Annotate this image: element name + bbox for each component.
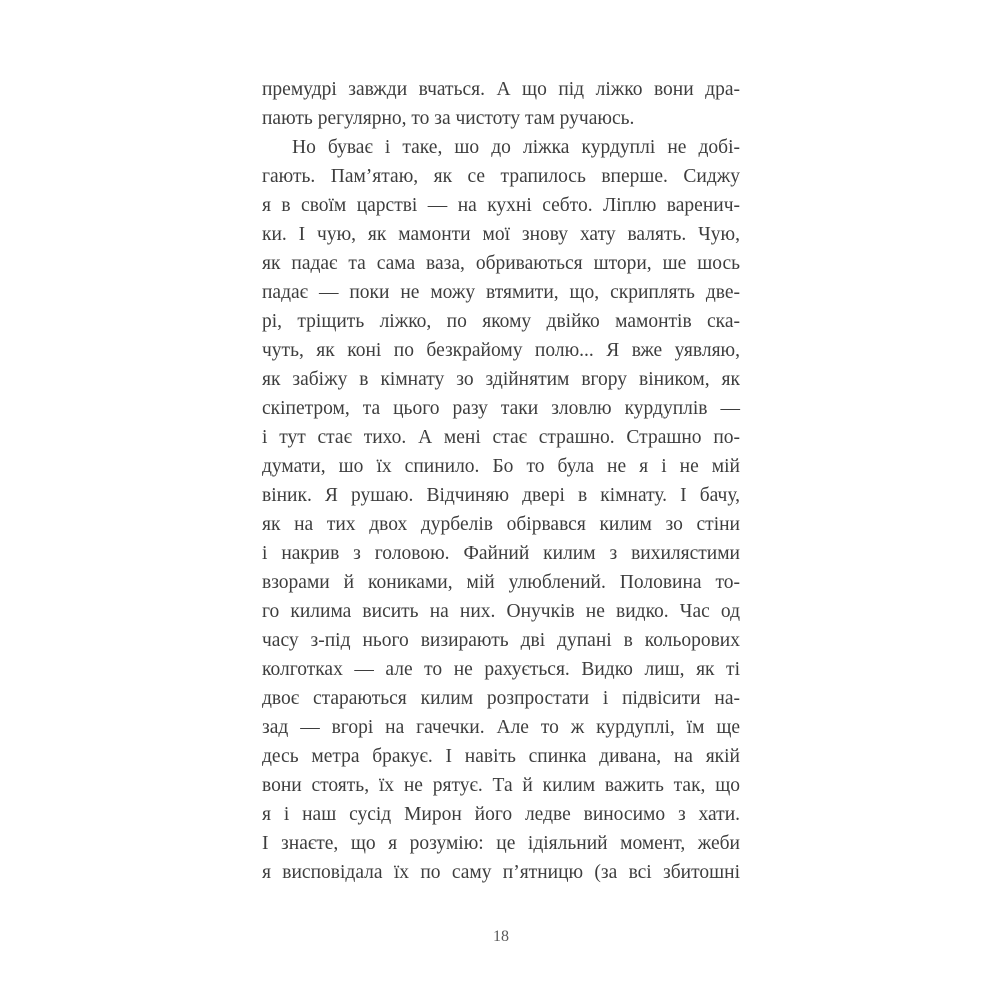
text-line: віник. Я рушаю. Відчиняю двері в кімнату. І бачу,: [262, 485, 740, 506]
text-line: і накрив з головою. Файний килим з вихилястими: [262, 543, 740, 564]
text-line: взорами й кониками, мій улюблений. Половина то-: [262, 572, 740, 593]
page-number: 18: [493, 928, 509, 945]
text-line: рі, тріщить ліжко, по якому двійко мамонтів ска-: [262, 311, 740, 332]
text-line: гають. Пам’ятаю, як се трапилось вперше. Сиджу: [262, 166, 740, 187]
text-line: двоє стараються килим розпростати і підвісити на-: [262, 688, 740, 709]
text-line: падає — поки не можу втямити, що, скриплять две-: [262, 282, 740, 303]
text-line: десь метра бракує. І навіть спинка дивана, на якій: [262, 746, 740, 767]
text-line: Но буває і таке, шо до ліжка курдуплі не добі-: [292, 137, 740, 158]
text-line: думати, шо їх спинило. Бо то була не я і не мій: [262, 456, 740, 477]
text-line: скіпетром, та цього разу таки зловлю курдуплів —: [262, 398, 740, 419]
text-block: [262, 75, 740, 887]
text-line: я в своїм царстві — на кухні себто. Ліплю варенич-: [262, 195, 740, 216]
text-line: колготках — але то не рахується. Видко лиш, як ті: [262, 659, 740, 680]
text-line: часу з-під нього визирають дві дупані в кольорових: [262, 630, 740, 651]
text-line: ки. І чую, як мамонти мої знову хату валять. Чую,: [262, 224, 740, 245]
text-line: як на тих двох дурбелів обірвався килим зо стіни: [262, 514, 740, 535]
text-line: як забіжу в кімнату зо здійнятим вгору віником, як: [262, 369, 740, 390]
text-line: як падає та сама ваза, обриваються штори, ше шось: [262, 253, 740, 274]
text-line: і тут стає тихо. А мені стає страшно. Страшно по-: [262, 427, 740, 448]
text-line: я і наш сусід Мирон його ледве виносимо з хати.: [262, 804, 740, 825]
text-line: премудрі завжди вчаться. А що під ліжко вони дра-: [262, 79, 740, 100]
text-line: І знаєте, що я розумію: це ідіяльний момент, жеби: [262, 833, 740, 854]
text-line: я висповідала їх по саму п’ятницю (за всі збитошні: [262, 862, 740, 883]
text-line: вони стоять, їх не рятує. Та й килим важить так, що: [262, 775, 740, 796]
text-line: зад — вгорі на гачечки. Але то ж курдуплі, їм ще: [262, 717, 740, 738]
text-line: чуть, як коні по безкрайому полю... Я вже уявляю,: [262, 340, 740, 361]
text-line: го килима висить на них. Онучків не видко. Час од: [262, 601, 740, 622]
text-line: пають регулярно, то за чистоту там ручаюсь.: [262, 108, 635, 129]
